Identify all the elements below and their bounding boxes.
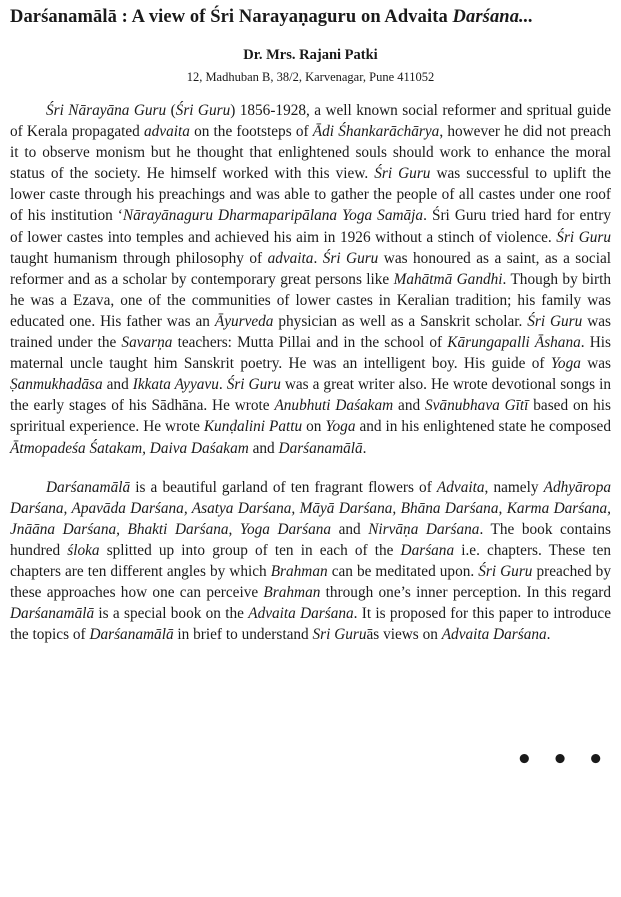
paragraph-text-run: is a special book on the: [94, 605, 249, 623]
author-address: 12, Madhuban B, 38/2, Karvenagar, Pune 411052: [186, 70, 435, 84]
paragraph-text-run: was successful to uplift the lower caste through his preachings and was able to gather the people of all castes under one roof of his institution ‘: [10, 165, 611, 225]
paragraph-text-run: Yoga: [550, 355, 581, 373]
paragraph-text-run: Svānubhava Gītī: [424, 397, 529, 415]
paragraph-text-run: Advaita: [436, 478, 485, 496]
body-paragraph-1: [10, 100, 611, 459]
paragraph-text-run: Adhyāropa Darśana, Apavāda Darśana, Asatya Darśana, Māyā Darśana, Bhāna Darśana, Karma Darśana, Jnāāna Darśana, Bhakti Darśana, Yoga Darśana: [10, 478, 612, 538]
paragraph-text-run: Darśanamālā: [46, 478, 131, 496]
paragraph-text-run: Kunḍalini Pattu: [203, 418, 303, 436]
paragraph-text-run: physician as well as a Sanskrit scholar.: [273, 312, 528, 330]
paragraph-text-run: Ṣanmukhadāsa: [10, 376, 103, 394]
paragraph-text-run: śloka: [67, 541, 100, 559]
paragraph-text-run: Ādi Śhankarāchārya: [312, 123, 440, 141]
paragraph-text-run: Śri Guru: [478, 562, 533, 580]
paragraph-text-run: can be meditated upon.: [327, 562, 479, 580]
paragraph-text-run: Darśana: [400, 541, 455, 559]
paragraph-text-run: . Though by birth he was a Ezava, one of the communities of lower castes in Keralian tradition; his family was educated one. His father was an: [10, 270, 611, 330]
paragraph-text-run: Āyurveda: [214, 312, 274, 330]
paragraph-text-run: Brahman: [263, 584, 321, 602]
paragraph-text-run: Śri Nārayāna Guru: [46, 102, 167, 119]
paragraph-text-run: Advaita Darśana: [248, 605, 354, 623]
paragraph-text-run: Darśanamālā: [89, 626, 174, 644]
paragraph-text-run: Darśanamālā: [278, 439, 363, 457]
paragraph-text-run: was honoured as a saint, as a social reformer and as a scholar by contemporary great persons like: [10, 249, 611, 288]
article-page: [10, 6, 611, 645]
paragraph-text-run: Mahātmā Gandhi: [393, 270, 503, 288]
paragraph-text-run: was trained under the: [10, 312, 611, 352]
paragraph-text-run: .: [218, 376, 227, 394]
paragraph-text-run: Sri Guru: [312, 626, 367, 644]
paragraph-text-run: .: [546, 626, 551, 644]
author-name: Dr. Mrs. Rajani Patki: [243, 47, 378, 63]
paragraph-text-run: and: [102, 376, 133, 394]
paragraph-text-run: splitted up into group of ten in each of the: [99, 541, 401, 559]
paragraph-text-run: Śri Guru: [226, 376, 281, 394]
paragraph-text-run: . Śri Guru tried hard for entry of lower castes into temples and achieved his aim in 1926 without a stinch of violence.: [10, 207, 611, 246]
paragraph-text-run: on: [302, 418, 326, 436]
paragraph-text-run: Śri Guru: [322, 249, 379, 267]
paragraph-text-run: taught humanism through philosophy of: [10, 249, 268, 267]
paragraph-text-run: Śri Guru: [175, 102, 231, 119]
article-title-italic: Darśana...: [452, 7, 534, 27]
paragraph-text-run: Ikkata Ayyavu: [132, 376, 219, 394]
paragraph-text-run: is a beautiful garland of ten fragrant flowers of: [130, 478, 437, 496]
paragraph-text-run: advaita: [144, 123, 190, 141]
paragraph-text-run: . The book contains hundred: [10, 520, 611, 559]
paragraph-text-run: and: [393, 397, 425, 415]
paragraph-text-run: Advaita Darśana: [441, 626, 547, 644]
paragraph-text-run: Yoga: [325, 418, 356, 436]
paragraph-text-run: , namely: [484, 478, 544, 496]
paragraph-text-run: advaita: [267, 249, 314, 267]
paragraph-text-run: Brahman: [270, 562, 328, 580]
paragraph-text-run: , however he did not preach it to observe monism but he thought that enlightened souls should work to enhance the moral status of the society. He himself worked with this view.: [10, 123, 611, 183]
paragraph-text-run: and in his enlightened state he composed: [355, 418, 611, 436]
paragraph-text-run: . His maternal uncle taught him Sanskrit poetry. He was an intelligent boy. His guide of: [10, 334, 611, 373]
paragraph-text-run: and: [331, 520, 369, 538]
paragraph-text-run: Nārayānaguru Dharmaparipālana Yoga Samāja: [122, 207, 424, 225]
article-title-main: Darśanamālā : A view of Śri Narayaṇaguru on Advaita: [10, 7, 453, 27]
paragraph-text-run: ) 1856-1928, a well known social reformer and spritual guide of Kerala propagated: [10, 102, 612, 141]
paragraph-text-run: . It is proposed for this paper to introduce the topics of: [10, 605, 611, 644]
paragraph-text-run: was a great writer also. He wrote devotional songs in the early stages of his Sādhāna. He wrote: [10, 376, 611, 415]
paragraph-text-run: i.e. chapters. These ten chapters are ten different angles by which: [10, 541, 612, 580]
paragraph-text-run: through one’s inner perception. In this regard: [320, 584, 611, 602]
paragraph-text-run: and: [248, 439, 279, 457]
paragraph-text-run: was: [580, 355, 611, 373]
paragraph-text-run: Anubhuti Daśakam: [274, 397, 394, 415]
body-paragraph-2: [10, 477, 611, 646]
paragraph-text-run: Śri Guru: [374, 165, 431, 183]
paragraph-text-run: Kārungapalli Āshana: [447, 334, 581, 352]
paragraph-text-run: teachers: Mutta Pillai and in the school of: [172, 334, 448, 352]
paragraph-text-run: Nirvāṇa Darśana: [368, 520, 480, 538]
paragraph-text-run: preached by these approaches how one can perceive: [10, 562, 611, 602]
paragraph-text-run: (: [166, 102, 176, 119]
paragraph-text-run: ās views on: [366, 626, 442, 644]
paragraph-text-run: .: [362, 439, 367, 457]
paragraph-text-run: based on his spriritual experience. He wrote: [10, 397, 611, 436]
paragraph-text-run: Darśanamālā: [10, 605, 95, 623]
continuation-dots: • • •: [516, 745, 609, 775]
paragraph-text-run: Ātmopadeśa Śatakam, Daiva Daśakam: [10, 439, 249, 457]
paragraph-text-run: in brief to understand: [173, 626, 313, 644]
paragraph-text-run: Savarṇa: [121, 334, 173, 352]
paragraph-text-run: Śri Guru: [556, 228, 611, 246]
paragraph-text-run: .: [313, 249, 323, 267]
paragraph-text-run: on the footsteps of: [189, 123, 313, 141]
paragraph-text-run: Śri Guru: [527, 312, 583, 330]
article-title: [10, 6, 611, 28]
